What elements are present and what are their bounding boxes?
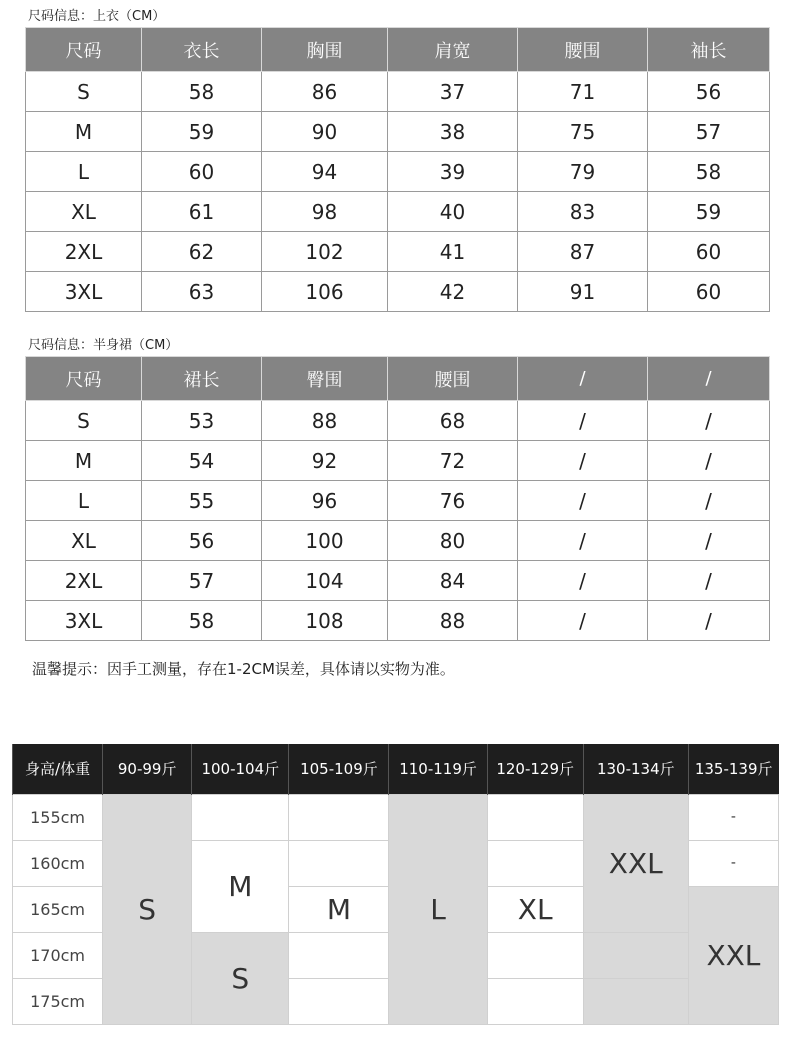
table-cell: 57: [648, 112, 770, 152]
table-cell: XL: [26, 192, 142, 232]
header-cell: 尺码: [26, 357, 142, 401]
table-row: [26, 152, 770, 192]
table-cell: 79: [518, 152, 648, 192]
table-cell: 59: [648, 192, 770, 232]
weight-header: 90-99斤: [103, 744, 192, 794]
table-cell: 106: [262, 272, 388, 312]
table-cell: /: [648, 601, 770, 641]
table-cell: 88: [388, 601, 518, 641]
table-row: [26, 601, 770, 641]
table-row: [26, 112, 770, 152]
table-cell: 2XL: [26, 232, 142, 272]
table-row: [26, 272, 770, 312]
chart-cell: [289, 840, 389, 886]
table-cell: 90: [262, 112, 388, 152]
table-cell: 40: [388, 192, 518, 232]
header-cell: /: [648, 357, 770, 401]
table-header-row: [26, 357, 770, 401]
table-cell: 60: [648, 232, 770, 272]
size-cell-xxl: XXL: [583, 794, 688, 932]
table-cell: /: [648, 401, 770, 441]
table-cell: /: [518, 561, 648, 601]
table-cell: /: [648, 561, 770, 601]
table-cell: /: [648, 481, 770, 521]
header-cell: 臀围: [262, 357, 388, 401]
size-cell-s: S: [103, 794, 192, 1024]
table-cell: M: [26, 441, 142, 481]
size-recommendation-chart: [12, 744, 779, 1025]
top-size-caption: 尺码信息：上衣（CM）: [28, 9, 166, 24]
table-cell: L: [26, 481, 142, 521]
size-cell-l: L: [389, 794, 487, 1024]
table-cell: 53: [142, 401, 262, 441]
table-cell: 56: [648, 72, 770, 112]
weight-header: 100-104斤: [192, 744, 289, 794]
skirt-size-caption: 尺码信息：半身裙（CM）: [28, 338, 179, 353]
chart-cell: [487, 794, 583, 840]
weight-header: 130-134斤: [583, 744, 688, 794]
table-cell: 100: [262, 521, 388, 561]
table-cell: 83: [518, 192, 648, 232]
height-label: 170cm: [13, 932, 103, 978]
table-cell: XL: [26, 521, 142, 561]
size-cell-m-mid: M: [289, 886, 389, 932]
header-cell: 腰围: [518, 28, 648, 72]
table-cell: S: [26, 401, 142, 441]
table-row: [26, 441, 770, 481]
table-row: [26, 521, 770, 561]
table-cell: 54: [142, 441, 262, 481]
table-row: [26, 232, 770, 272]
table-cell: 94: [262, 152, 388, 192]
table-cell: 87: [518, 232, 648, 272]
table-cell: 63: [142, 272, 262, 312]
table-cell: 92: [262, 441, 388, 481]
table-cell: 3XL: [26, 272, 142, 312]
table-cell: S: [26, 72, 142, 112]
chart-corner-label: 身高/体重: [13, 744, 103, 794]
table-cell: 58: [648, 152, 770, 192]
table-cell: /: [648, 521, 770, 561]
table-cell: /: [518, 441, 648, 481]
table-cell: 62: [142, 232, 262, 272]
chart-cell-dash: -: [688, 840, 778, 886]
table-row: [26, 192, 770, 232]
table-cell: 72: [388, 441, 518, 481]
chart-cell: [487, 840, 583, 886]
top-size-table: [25, 27, 770, 312]
table-cell: 68: [388, 401, 518, 441]
table-cell: 42: [388, 272, 518, 312]
table-cell: 41: [388, 232, 518, 272]
table-cell: 88: [262, 401, 388, 441]
table-row: [26, 72, 770, 112]
measurement-note: 温馨提示：因手工测量，存在1-2CM误差，具体请以实物为准。: [32, 660, 455, 678]
header-cell: /: [518, 357, 648, 401]
table-cell: /: [518, 601, 648, 641]
table-cell: 60: [142, 152, 262, 192]
table-cell: 56: [142, 521, 262, 561]
table-cell: /: [518, 521, 648, 561]
table-cell: 38: [388, 112, 518, 152]
table-cell: 86: [262, 72, 388, 112]
table-cell: M: [26, 112, 142, 152]
table-cell: 80: [388, 521, 518, 561]
chart-cell: [192, 794, 289, 840]
height-label: 165cm: [13, 886, 103, 932]
chart-cell: [289, 978, 389, 1024]
chart-cell: [583, 978, 688, 1024]
table-cell: 91: [518, 272, 648, 312]
table-cell: 57: [142, 561, 262, 601]
header-cell: 肩宽: [388, 28, 518, 72]
table-cell: /: [648, 441, 770, 481]
table-cell: /: [518, 481, 648, 521]
size-cell-xxl-lower: XXL: [688, 886, 778, 1024]
table-row: [26, 401, 770, 441]
table-cell: 84: [388, 561, 518, 601]
chart-cell: [289, 794, 389, 840]
table-cell: /: [518, 401, 648, 441]
table-cell: 59: [142, 112, 262, 152]
table-cell: 98: [262, 192, 388, 232]
table-cell: 60: [648, 272, 770, 312]
header-cell: 衣长: [142, 28, 262, 72]
table-cell: 2XL: [26, 561, 142, 601]
skirt-size-table: [25, 356, 770, 641]
header-cell: 裙长: [142, 357, 262, 401]
size-cell-s-lower: S: [192, 932, 289, 1024]
table-cell: 37: [388, 72, 518, 112]
table-cell: 3XL: [26, 601, 142, 641]
table-cell: 55: [142, 481, 262, 521]
table-cell: 71: [518, 72, 648, 112]
table-cell: 108: [262, 601, 388, 641]
height-label: 160cm: [13, 840, 103, 886]
weight-header: 110-119斤: [389, 744, 487, 794]
header-cell: 胸围: [262, 28, 388, 72]
header-cell: 袖长: [648, 28, 770, 72]
chart-cell: [583, 932, 688, 978]
weight-header: 120-129斤: [487, 744, 583, 794]
height-label: 155cm: [13, 794, 103, 840]
chart-header-row: [13, 744, 779, 794]
chart-row: [13, 794, 779, 840]
table-cell: L: [26, 152, 142, 192]
table-header-row: [26, 28, 770, 72]
chart-cell: [487, 978, 583, 1024]
chart-cell-dash: -: [688, 794, 778, 840]
table-cell: 58: [142, 72, 262, 112]
header-cell: 腰围: [388, 357, 518, 401]
size-cell-m: M: [192, 840, 289, 932]
table-row: [26, 481, 770, 521]
table-cell: 75: [518, 112, 648, 152]
table-cell: 58: [142, 601, 262, 641]
table-cell: 102: [262, 232, 388, 272]
height-label: 175cm: [13, 978, 103, 1024]
table-cell: 61: [142, 192, 262, 232]
table-cell: 104: [262, 561, 388, 601]
table-cell: 39: [388, 152, 518, 192]
weight-header: 105-109斤: [289, 744, 389, 794]
weight-header: 135-139斤: [688, 744, 778, 794]
header-cell: 尺码: [26, 28, 142, 72]
chart-cell: [289, 932, 389, 978]
table-cell: 96: [262, 481, 388, 521]
size-cell-xl: XL: [487, 886, 583, 932]
table-row: [26, 561, 770, 601]
chart-cell: [487, 932, 583, 978]
table-cell: 76: [388, 481, 518, 521]
